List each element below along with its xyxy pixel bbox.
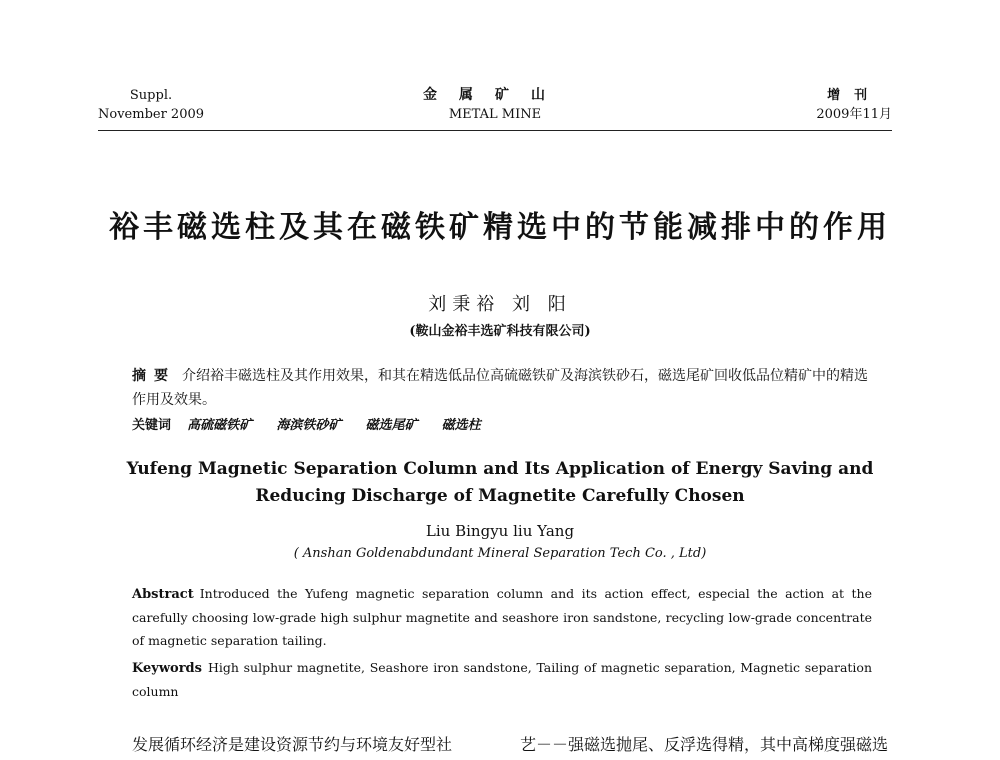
abstract-en-label: Abstract (132, 587, 194, 602)
header-supplement-cn: 增刊 (827, 88, 882, 103)
keywords-cn (132, 414, 872, 438)
body-column-left: 发展循环经济是建设资源节约与环境友好型社 (132, 735, 453, 754)
journal-header (98, 86, 892, 130)
journal-name-cn: 金属矿山 (423, 87, 567, 103)
body-column-right: 艺－－强磁选抛尾、反浮选得精，其中高梯度强磁选 (520, 735, 889, 754)
header-rule (98, 130, 892, 131)
affiliation-cn: (鞍山金裕丰选矿科技有限公司) (409, 324, 591, 339)
paper-title-en-line2: Reducing Discharge of Magnetite Carefully Chosen (255, 486, 745, 506)
authors-cn: 刘秉裕 刘 阳 (428, 294, 572, 315)
header-date-cn: 2009年11月 (816, 107, 892, 122)
paper-title-en-line1: Yufeng Magnetic Separation Column and Its Application of Energy Saving and (126, 459, 874, 479)
keywords-en-text: High sulphur magnetite, Seashore iron sandstone, Tailing of magnetic separation, Magnetic separation column (132, 660, 872, 699)
header-right (816, 86, 892, 124)
keyword-cn: 磁选柱 (441, 418, 481, 433)
keyword-cn: 高硫磁铁矿 (187, 418, 253, 433)
keyword-cn: 磁选尾矿 (365, 418, 418, 433)
keyword-cn: 海滨铁砂矿 (276, 418, 342, 433)
keywords-en (132, 656, 872, 703)
keywords-en-label: Keywords (132, 661, 202, 676)
abstract-en (132, 582, 872, 652)
authors-en: Liu Bingyu liu Yang (425, 522, 575, 540)
abstract-cn-text: 介绍裕丰磁选柱及其作用效果，和其在精选低品位高硫磁铁矿及海滨铁砂石，磁选尾矿回收低品位精矿中的精选作用及效果。 (132, 368, 868, 408)
affiliation-en: ( Anshan Goldenabdundant Mineral Separation Tech Co. , Ltd) (293, 546, 707, 561)
abstract-cn (132, 364, 872, 412)
header-suppl: Suppl. (129, 88, 173, 103)
header-center (98, 86, 892, 124)
keywords-cn-label: 关键词 (132, 418, 172, 433)
paper-title-en (0, 456, 1000, 510)
journal-name-en: METAL MINE (448, 107, 542, 122)
abstract-en-text: Introduced the Yufeng magnetic separation column and its action effect, especial the action at the carefully choosing low-grade high sulphur magnetite and seashore iron sandstone, recycling low-grade concentrate of magnetic separation tailing. (132, 586, 872, 648)
paper-title-cn: 裕丰磁选柱及其在磁铁矿精选中的节能减排中的作用 (109, 210, 891, 245)
abstract-cn-label: 摘要 (132, 368, 176, 384)
header-date-en: November 2009 (98, 107, 205, 122)
